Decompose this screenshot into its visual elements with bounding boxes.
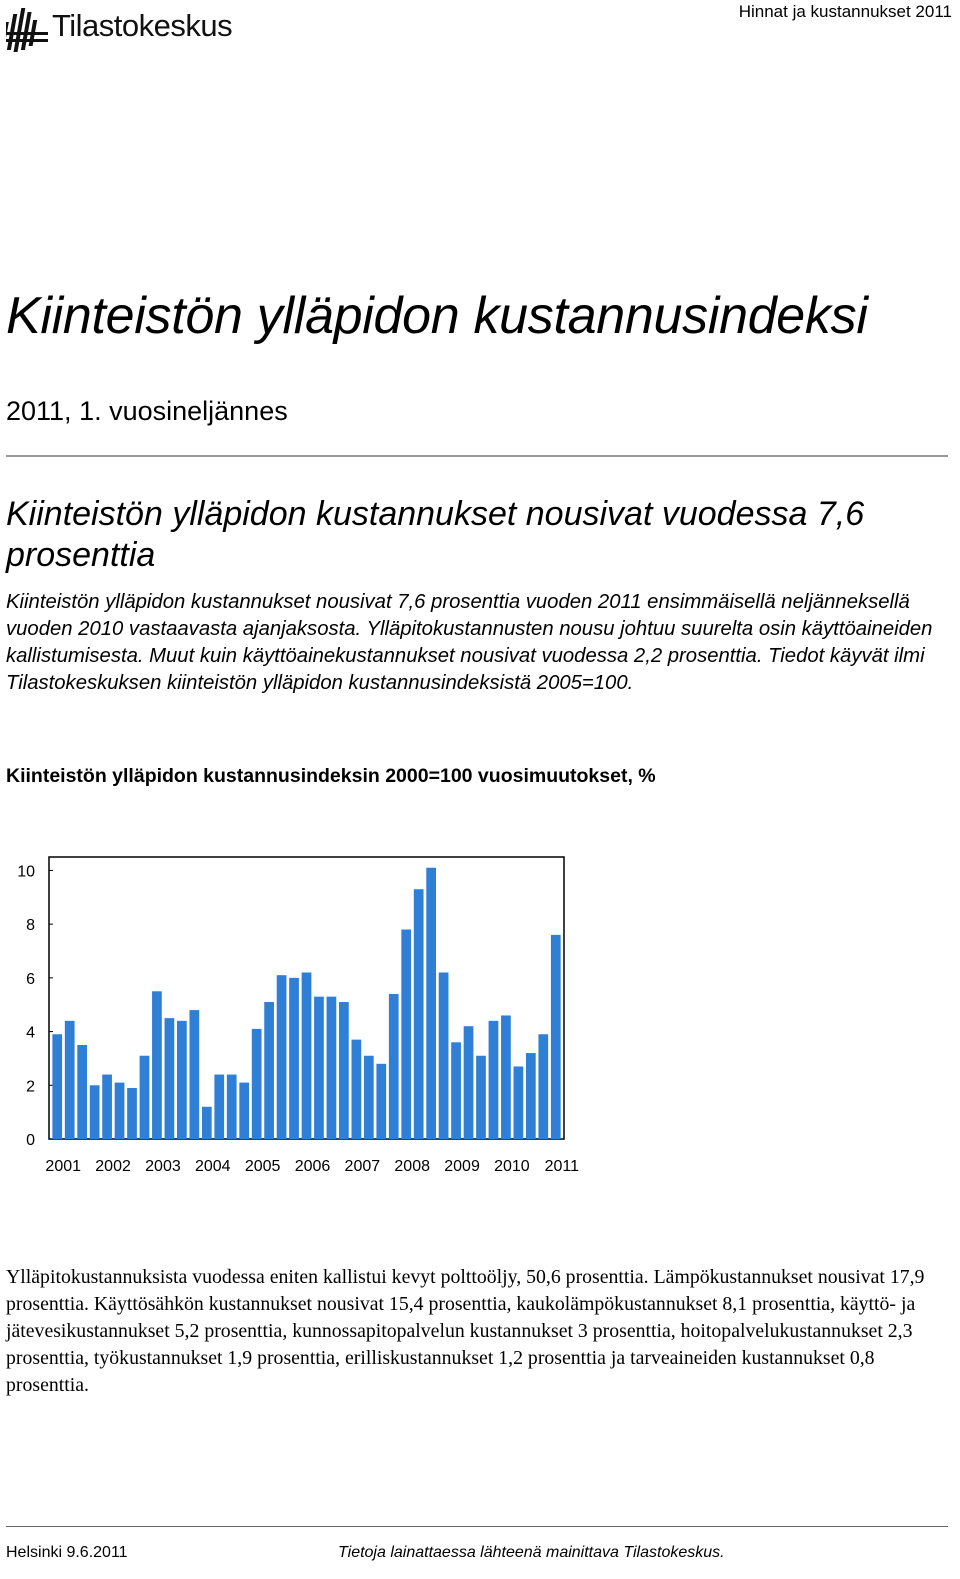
logo-wordmark: Tilastokeskus (52, 8, 233, 43)
chart-bar (501, 1015, 511, 1139)
chart-bar (90, 1085, 100, 1139)
chart-bar (77, 1045, 87, 1139)
chart-bar (476, 1056, 486, 1139)
chart-bar (389, 994, 399, 1139)
chart-bar (339, 1002, 349, 1139)
x-tick-label: 2003 (145, 1158, 181, 1175)
page-subtitle: 2011, 1. vuosineljännes (6, 396, 288, 426)
footer-place-date: Helsinki 9.6.2011 (6, 1544, 128, 1561)
x-tick-label: 2008 (394, 1158, 431, 1175)
chart-bar (264, 1002, 274, 1139)
chart-bar (289, 978, 299, 1139)
x-tick-label: 2002 (95, 1158, 131, 1175)
chart-bar (115, 1083, 125, 1139)
chart-bar (65, 1021, 75, 1139)
chart-bar (451, 1042, 461, 1139)
publication-series: Hinnat ja kustannukset 2011 (738, 2, 952, 21)
headline: Kiinteistön ylläpidon kustannukset nousivat vuodessa 7,6 prosenttia (6, 495, 865, 574)
y-tick-label: 8 (26, 917, 35, 935)
chart-bar (489, 1021, 499, 1139)
x-tick-label: 2007 (344, 1158, 381, 1175)
chart-bar (526, 1053, 536, 1139)
body-paragraph: Ylläpitokustannuksista vuodessa eniten kallistui kevyt polttoöljy, 50,6 prosenttia. Lämpökustannukset nousivat 17,9 prosenttia. Käyttösähkön kustannukset nousivat 15,4 prosenttia, kaukolämpökustannukset 8,1 prosenttia, käyttö- ja jätevesikustannukset 5,2 prosenttia, kunnossapitopalvelun kustannukset 3 prosenttia, hoitopalvelukustannukset 2,3 prosenttia, työkustannukset 1,9 prosenttia, erilliskustannukset 1,2 prosenttia ja tarveaineiden kustannukset 0,8 prosenttia. (6, 1266, 925, 1396)
x-tick-label: 2010 (494, 1158, 530, 1175)
footer-citation: Tietoja lainattaessa lähteenä mainittava Tilastokeskus. (338, 1544, 725, 1561)
chart-bar (165, 1018, 175, 1139)
chart-bar (414, 889, 424, 1139)
y-tick-label: 4 (26, 1024, 35, 1042)
chart-bar (127, 1088, 137, 1139)
chart-bar (401, 930, 411, 1139)
chart-bar (327, 997, 337, 1139)
y-tick-label: 10 (17, 863, 35, 881)
x-tick-label: 2004 (194, 1158, 231, 1175)
chart-bar (551, 935, 561, 1139)
chart-bar (252, 1029, 262, 1139)
chart-bar (52, 1034, 62, 1139)
chart-bar (189, 1010, 199, 1139)
chart-bar (364, 1056, 374, 1139)
x-tick-label: 2009 (444, 1158, 480, 1175)
chart-title: Kiinteistön ylläpidon kustannusindeksin 2000=100 vuosimuutokset, % (6, 765, 656, 787)
bar-chart (0, 845, 600, 1185)
chart-bar (177, 1021, 187, 1139)
chart-bar (376, 1064, 386, 1139)
x-tick-label: 2011 (544, 1158, 579, 1175)
chart-bar (239, 1083, 249, 1139)
y-tick-label: 0 (26, 1132, 35, 1149)
chart-bar (426, 868, 436, 1139)
chart-bar (202, 1107, 212, 1139)
page-title: Kiinteistön ylläpidon kustannusindeksi (6, 287, 868, 345)
chart-bar (140, 1056, 150, 1139)
chart-bar (514, 1066, 524, 1139)
chart-bar (538, 1034, 548, 1139)
chart-bar (351, 1040, 361, 1139)
chart-bar (102, 1075, 112, 1139)
chart-bar (464, 1026, 474, 1139)
footer-divider (6, 1526, 948, 1527)
chart-bar (227, 1075, 237, 1139)
lead-paragraph: Kiinteistön ylläpidon kustannukset nousivat 7,6 prosenttia vuoden 2011 ensimmäisellä neljänneksellä vuoden 2010 vastaavasta ajanjaksosta. Ylläpitokustannusten nousu johtuu suurelta osin käyttöaineiden kallistumisesta. Muut kuin käyttöainekustannukset nousivat vuodessa 2,2 prosenttia. Tiedot käyvät ilmi Tilastokeskuksen kiinteistön ylläpidon kustannusindeksistä 2005=100. (6, 591, 933, 694)
x-tick-label: 2001 (45, 1158, 82, 1175)
x-tick-label: 2005 (244, 1158, 281, 1175)
y-tick-label: 2 (26, 1078, 35, 1096)
chart-bar (302, 972, 312, 1139)
divider (6, 455, 948, 457)
chart-bar (314, 997, 324, 1139)
y-tick-label: 6 (26, 970, 35, 988)
chart-bar (277, 975, 287, 1139)
chart-bar (214, 1075, 224, 1139)
x-tick-label: 2006 (294, 1158, 331, 1175)
chart-bar (439, 972, 449, 1139)
chart-bar (152, 991, 162, 1139)
